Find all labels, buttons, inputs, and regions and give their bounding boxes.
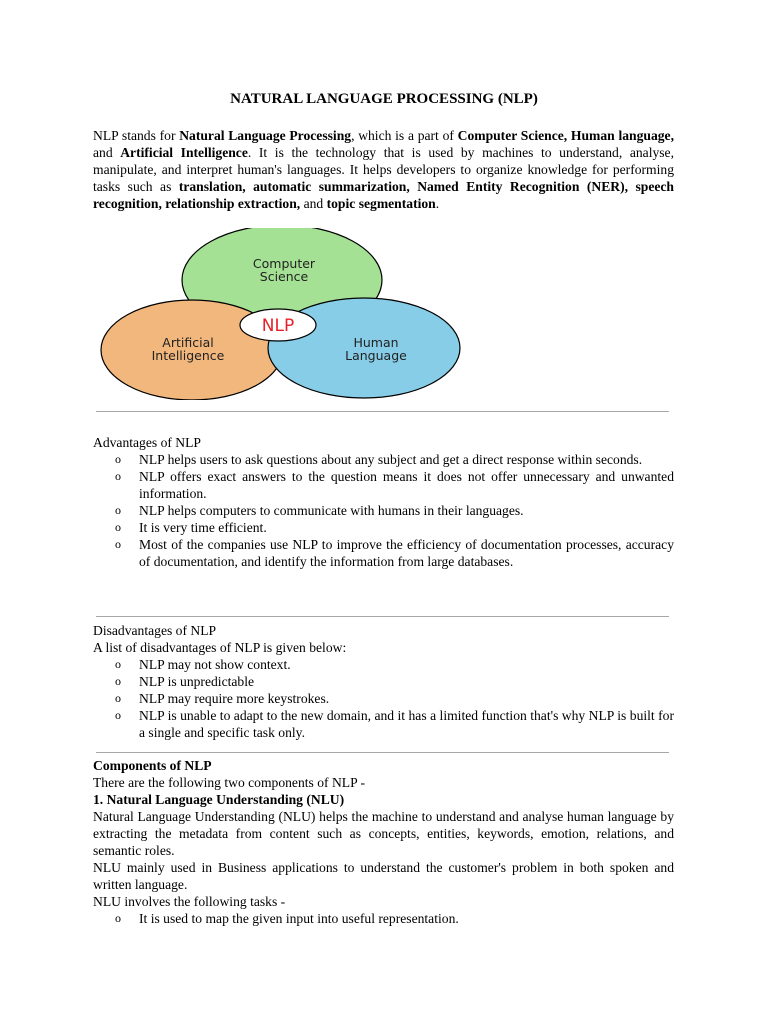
- section-divider: [96, 616, 669, 617]
- bullet-marker: o: [115, 503, 121, 517]
- advantage-item-text: It is very time efficient.: [139, 520, 267, 535]
- advantage-item: [93, 502, 674, 519]
- artificial-intelligence-label-line1: Artificial: [162, 335, 214, 350]
- nlu-task-item-text: It is used to map the given input into useful representation.: [139, 911, 459, 926]
- disadvantages-section: [93, 622, 674, 741]
- artificial-intelligence-label-line2: Intelligence: [151, 348, 225, 363]
- nlu-paragraph-2: NLU mainly used in Business applications to understand the customer's problem in both spoken and written language.: [93, 860, 674, 892]
- disadvantage-item-text: NLP is unable to adapt to the new domain, and it has a limited function that's why NLP is built for a single and specific task only.: [139, 708, 674, 740]
- advantages-heading: Advantages of NLP: [93, 435, 201, 450]
- computer-science-label-line1: Computer: [252, 256, 316, 271]
- advantage-item: [93, 536, 674, 570]
- bullet-marker: o: [115, 657, 121, 671]
- bullet-marker: o: [115, 911, 121, 925]
- components-heading: Components of NLP: [93, 758, 212, 773]
- nlu-paragraph-3: NLU involves the following tasks -: [93, 894, 286, 909]
- advantage-item: [93, 519, 674, 536]
- bullet-marker: o: [115, 537, 121, 551]
- nlu-paragraph-1: Natural Language Understanding (NLU) helps the machine to understand and analyse human language by extracting the metadata from content such as concepts, entities, keywords, emotion, relations, and semantic roles.: [93, 809, 674, 858]
- advantage-item: [93, 468, 674, 502]
- advantages-list: [93, 451, 674, 570]
- advantages-section: [93, 434, 674, 570]
- section-divider: [96, 752, 669, 753]
- advantage-item-text: Most of the companies use NLP to improve the efficiency of documentation processes, accuracy of documentation, and identify the information from large databases.: [139, 537, 674, 569]
- intro-segment: and: [300, 196, 327, 211]
- bullet-marker: o: [115, 674, 121, 688]
- disadvantages-intro: A list of disadvantages of NLP is given below:: [93, 640, 347, 655]
- nlp-center-label: NLP: [261, 316, 295, 336]
- human-language-label-line2: Language: [345, 348, 407, 363]
- disadvantage-item-text: NLP may require more keystrokes.: [139, 691, 330, 706]
- page-title: NATURAL LANGUAGE PROCESSING (NLP): [230, 91, 538, 107]
- bullet-marker: o: [115, 520, 121, 534]
- bullet-marker: o: [115, 452, 121, 466]
- section-divider: [96, 411, 669, 412]
- disadvantage-item: [93, 673, 674, 690]
- disadvantage-item: [93, 656, 674, 673]
- intro-segment: . It is the technology that is used by machines to understand, analyse, manipulate, and interpret human's languages. It helps developers to organize knowledge for performing tasks such as: [93, 145, 674, 194]
- advantage-item: [93, 451, 674, 468]
- nlp-venn-diagram: [100, 228, 464, 400]
- intro-segment: topic segmentation: [326, 196, 436, 211]
- intro-segment: , which is a part of: [351, 128, 458, 143]
- intro-segment: Natural Language Processing: [179, 128, 352, 143]
- intro-segment: Computer Science, Human language,: [457, 128, 674, 143]
- nlu-subheading: 1. Natural Language Understanding (NLU): [93, 792, 345, 807]
- advantage-item-text: NLP helps computers to communicate with humans in their languages.: [139, 503, 524, 518]
- advantage-item-text: NLP helps users to ask questions about any subject and get a direct response within seconds.: [139, 452, 643, 467]
- intro-paragraph: [93, 127, 674, 212]
- disadvantages-list: [93, 656, 674, 741]
- intro-segment: and: [93, 145, 121, 160]
- disadvantage-item-text: NLP may not show context.: [139, 657, 291, 672]
- disadvantage-item-text: NLP is unpredictable: [139, 674, 255, 689]
- advantage-item-text: NLP offers exact answers to the question means it does not offer unnecessary and unwanted information.: [139, 469, 674, 501]
- disadvantage-item: [93, 707, 674, 741]
- intro-segment: .: [435, 196, 440, 211]
- bullet-marker: o: [115, 691, 121, 705]
- intro-segment: Artificial Intelligence: [120, 145, 248, 160]
- nlu-task-list: [93, 910, 674, 927]
- human-language-label-line1: Human: [353, 335, 399, 350]
- nlu-task-item: [93, 910, 674, 927]
- disadvantages-heading: Disadvantages of NLP: [93, 623, 217, 638]
- intro-segment: NLP stands for: [93, 128, 180, 143]
- intro-section: [93, 127, 674, 212]
- components-intro: There are the following two components of NLP -: [93, 775, 366, 790]
- disadvantage-item: [93, 690, 674, 707]
- computer-science-label-line2: Science: [259, 269, 309, 284]
- components-section: [93, 757, 674, 927]
- bullet-marker: o: [115, 708, 121, 722]
- bullet-marker: o: [115, 469, 121, 483]
- intro-segment: translation, automatic summarization, Named Entity Recognition (NER), speech recognition, relationship extraction,: [93, 179, 674, 211]
